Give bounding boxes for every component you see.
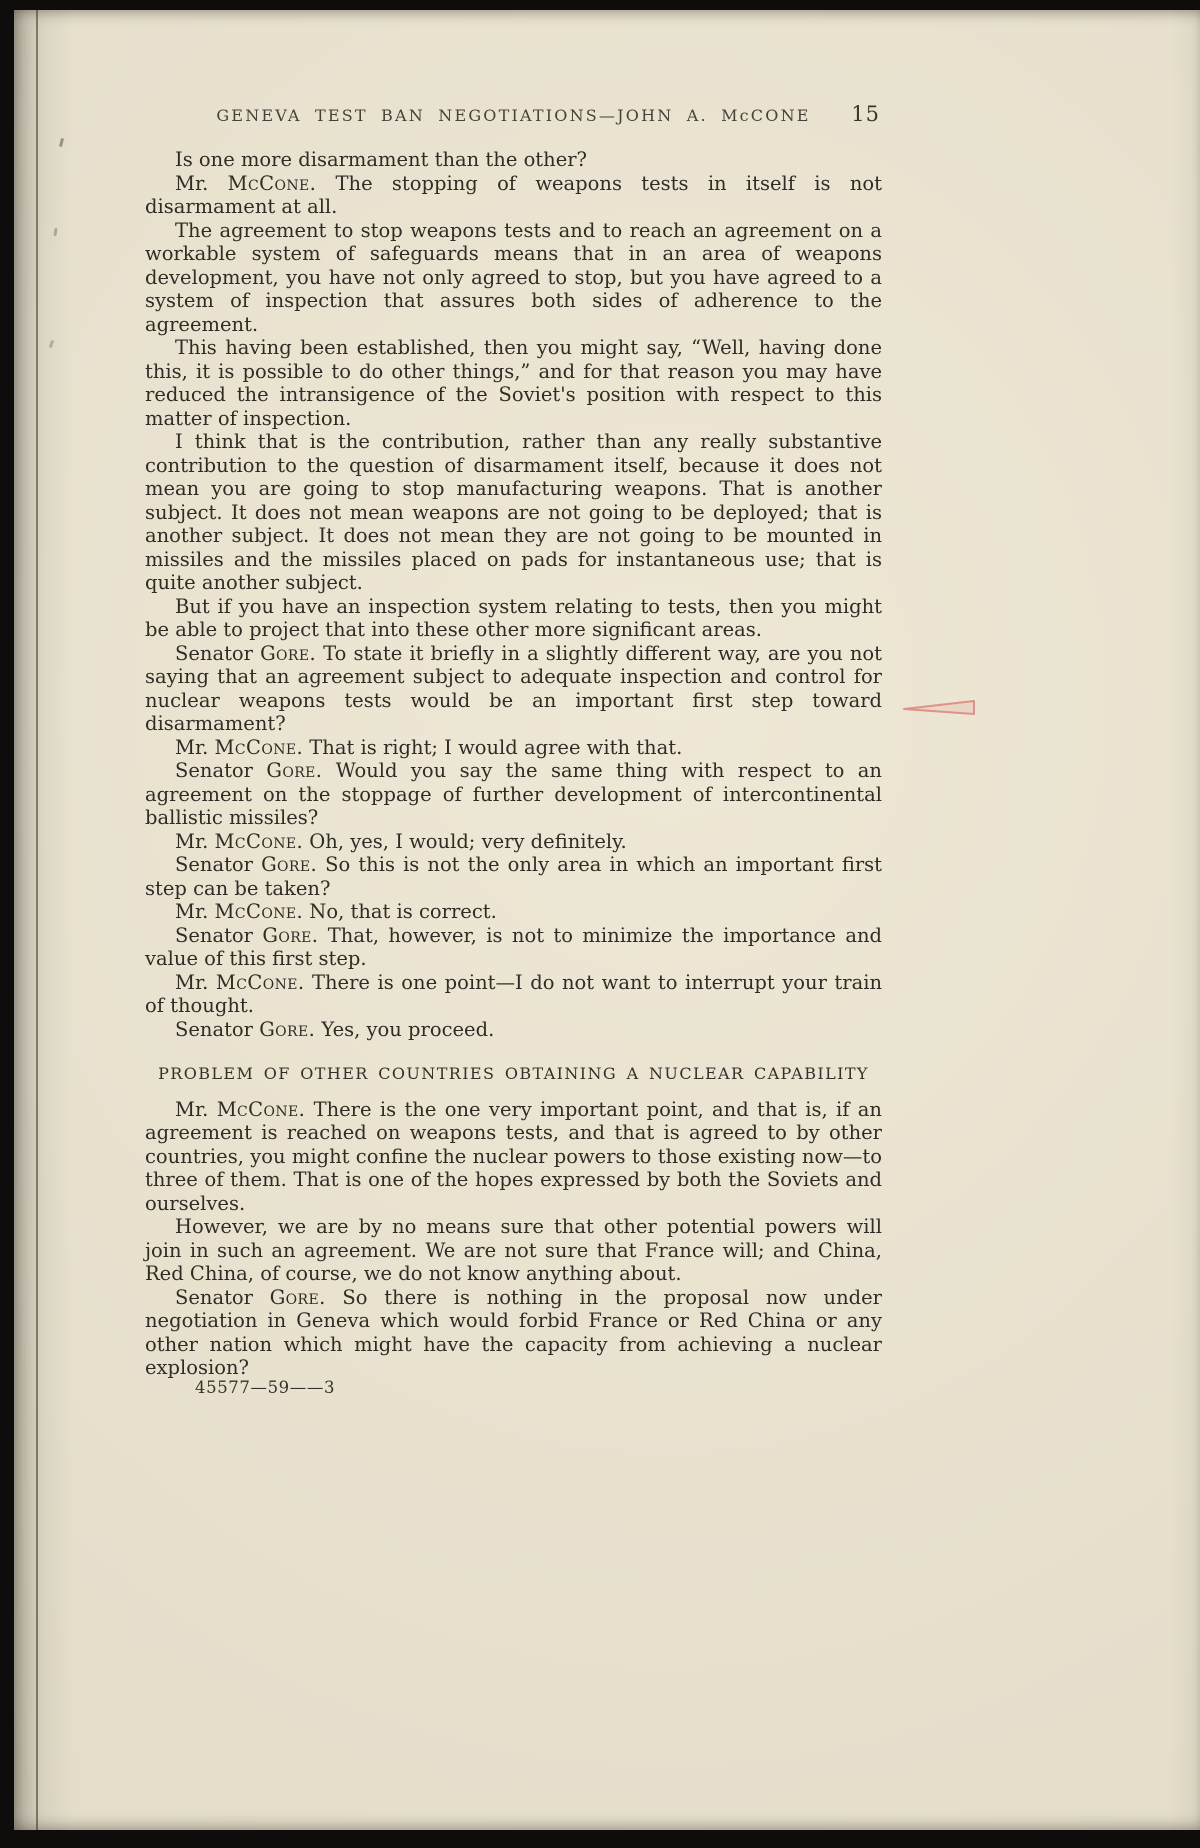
paragraph: Mr. McCone. There is the one very important point, and that is, if an agreement is reached on weapons tests, and that is agreed to by other countries, you might confine the nuclear powers to those existing now—to three of them. That is one of the hopes expressed by both the Soviets and ourselves. — [145, 1097, 882, 1215]
testimony-paragraphs-after — [145, 1098, 882, 1380]
speaker-label: Senator Gore. — [175, 1017, 316, 1041]
paragraph: However, we are by no means sure that other potential powers will join in such an agreement. We are not sure that France will; and China, Red China, of course, we do not know anything about. — [145, 1215, 882, 1285]
paragraph: Senator Gore. That, however, is not to minimize the importance and value of this first step. — [145, 923, 882, 970]
paragraph: Is one more disarmament than the other? — [175, 148, 588, 171]
paragraph: Senator Gore. Would you say the same thing with respect to an agreement on the stoppage of further development of intercontinental ballistic missiles? — [145, 759, 882, 829]
paragraph: This having been established, then you might say, “Well, having done this, it is possible to do other things,” and for that reason you may have reduced the intransigence of the Soviet's position with respect to this matter of inspection. — [145, 336, 882, 430]
testimony-paragraphs — [145, 148, 882, 1041]
scan-speck — [49, 340, 55, 349]
scan-speck — [53, 228, 57, 236]
red-pencil-mark — [898, 694, 978, 722]
page-number: 15 — [851, 102, 880, 126]
speaker-label: Mr. McCone. — [175, 829, 304, 853]
speaker-label: Senator Gore. — [175, 923, 319, 947]
speaker-label: Senator Gore. — [175, 759, 323, 782]
speaker-label: Mr. McCone. — [175, 735, 304, 759]
speaker-label: Mr. McCone. — [175, 900, 304, 923]
paragraph: Mr. McCone. There is one point—I do not want to interrupt your train of thought. — [145, 970, 883, 1017]
speaker-label: Senator Gore. — [175, 641, 317, 665]
running-title: GENEVA TEST BAN NEGOTIATIONS—JOHN A. McCONE — [216, 106, 811, 125]
paragraph: Mr. McCone. The stopping of weapons tests in itself is not disarmament at all. — [145, 171, 882, 218]
paragraph: Senator Gore. To state it briefly in a slightly different way, are you not saying that an agreement subject to adequate inspection and control for nuclear weapons tests would be an important first step toward disarmament? — [145, 641, 882, 735]
paragraph: The agreement to stop weapons tests and to reach an agreement on a workable system of safeguards means that in an area of weapons development, you have not only agreed to stop, but you have agreed to a system of inspection that assures both sides of adherence to the agreement. — [145, 218, 882, 336]
paragraph: Senator Gore. So there is nothing in the proposal now under negotiation in Geneva which would forbid France or Red China or any other nation which might have the capacity from achieving a nuclear explosion? — [145, 1285, 882, 1379]
paragraph: Senator Gore. Yes, you proceed. — [175, 1017, 495, 1041]
speaker-label: Senator Gore. — [175, 1285, 326, 1309]
paragraph: I think that is the contribution, rather than any really substantive contribution to the question of disarmament itself, because it does not mean you are going to stop manufacturing weapons. That is another subject. It does not mean weapons are not going to be deployed; that is another subject. It does not mean they are not going to be mounted in missiles and the missiles placed on pads for instantaneous use; that is quite another subject. — [145, 430, 882, 594]
text-column — [145, 148, 882, 1380]
speaker-label: Mr. McCone. — [175, 171, 317, 195]
paragraph: But if you have an inspection system relating to tests, then you might be able to project that into these other more significant areas. — [145, 594, 882, 641]
paragraph: Mr. McCone. No, that is correct. — [175, 900, 497, 923]
paragraph: Senator Gore. So this is not the only area in which an important first step can be taken? — [145, 853, 882, 900]
document-page — [14, 10, 1200, 1830]
page-header — [145, 102, 882, 126]
page-gutter-line — [36, 10, 38, 1830]
paragraph: Mr. McCone. That is right; I would agree with that. — [175, 735, 683, 759]
speaker-label: Senator Gore. — [175, 853, 318, 876]
speaker-label: Mr. McCone. — [175, 970, 305, 994]
scan-speck — [59, 138, 64, 147]
speaker-label: Mr. McCone. — [175, 1097, 306, 1121]
paragraph: Mr. McCone. Oh, yes, I would; very definitely. — [175, 829, 627, 853]
section-heading: PROBLEM OF OTHER COUNTRIES OBTAINING A NUCLEAR CAPABILITY — [158, 1064, 869, 1083]
print-code: 45577—59——3 — [195, 1378, 336, 1397]
